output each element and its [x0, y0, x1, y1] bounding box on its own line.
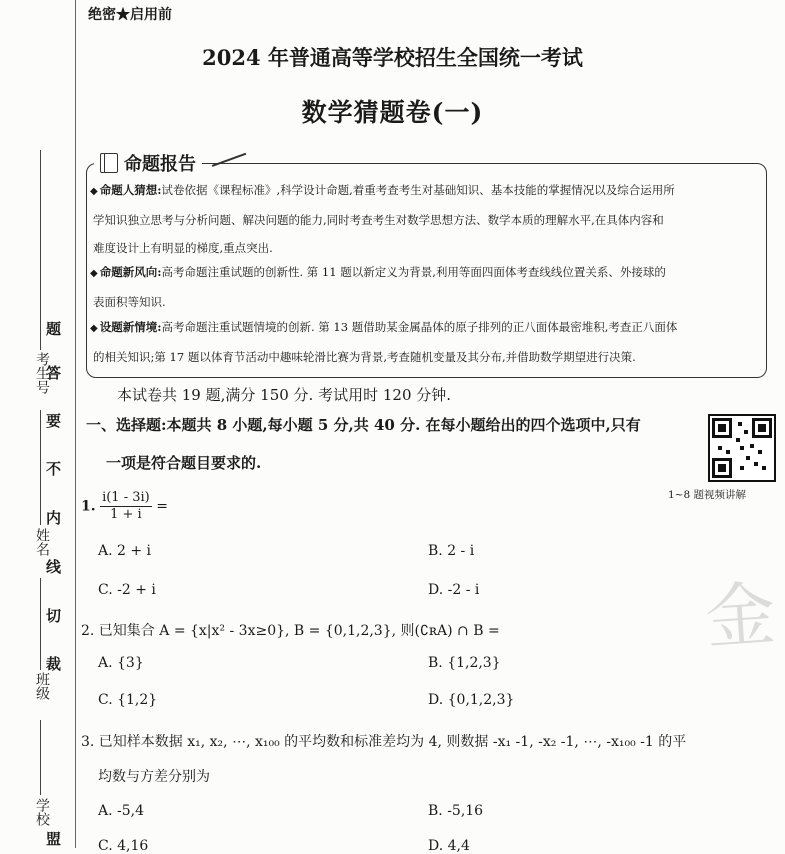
option-b[interactable]: B. {1,2,3}	[428, 655, 501, 671]
option-c[interactable]: C. {1,2}	[98, 692, 158, 708]
question-number: 1.	[81, 498, 96, 515]
option-c[interactable]: C. -2 + i	[98, 582, 156, 598]
school-label: 学校	[34, 798, 50, 826]
option-d[interactable]: D. 4,4	[428, 838, 470, 854]
cut-line-char: 内	[46, 509, 62, 527]
report-item-title: 命题新风向:	[99, 265, 162, 279]
report-heading	[94, 150, 202, 176]
class-field[interactable]	[40, 578, 41, 670]
confidential-label: 绝密★启用前	[88, 7, 172, 23]
cut-line-char: 切	[46, 607, 62, 625]
option-d[interactable]: D. -2 - i	[428, 582, 480, 598]
report-item-2	[90, 258, 760, 316]
fraction	[100, 490, 152, 523]
exam-id-field[interactable]	[40, 150, 41, 350]
question-3-cont: 均数与方差分别为	[98, 769, 210, 785]
watermark: 金	[702, 572, 779, 660]
option-c[interactable]: C. 4,16	[98, 838, 149, 854]
report-item-text: 的相关知识;第 17 题以体育节活动中趣味轮滑比赛为背景,考查随机变量及其分布,并借助数学期望进行决策.	[93, 350, 636, 364]
paper-title: 数学猜题卷(一)	[301, 98, 484, 127]
name-field[interactable]	[40, 410, 41, 525]
option-a[interactable]: A. 2 + i	[98, 543, 152, 559]
qr-caption: 1~8 题视频讲解	[668, 489, 746, 501]
cut-line-char: 要	[46, 412, 62, 430]
question-2: 2. 已知集合 A = {x|x² - 3x≥0}, B = {0,1,2,3}, 则(∁ʀA) ∩ B =	[81, 623, 500, 639]
cut-line-char: 线	[46, 558, 62, 576]
exam-id-label: 考生号	[34, 352, 50, 394]
cut-line-char: 不	[46, 460, 62, 478]
equals: =	[156, 498, 168, 515]
report-item-text: 表面积等知识.	[93, 295, 166, 309]
report-item-3	[90, 313, 760, 371]
cut-line-char: 盟	[46, 830, 62, 848]
book-icon	[100, 153, 118, 173]
report-item-1	[90, 176, 760, 262]
cut-line-char: 裁	[46, 655, 62, 673]
report-item-title: 设题新情境:	[99, 320, 162, 334]
bullet-icon: ◆	[90, 268, 98, 279]
exam-intro: 本试卷共 19 题,满分 150 分. 考试用时 120 分钟.	[117, 386, 452, 404]
cut-line-char: 答	[46, 364, 62, 382]
report-item-title: 命题人猜想:	[99, 183, 162, 197]
name-label: 姓名	[34, 528, 50, 556]
school-field[interactable]	[40, 720, 41, 795]
report-item-text: 试卷依据《课程标准》,科学设计命题,着重考查考生对基础知识、基本技能的掌握情况以及综合运用所	[161, 183, 675, 197]
report-heading-text: 命题报告	[124, 154, 196, 175]
question-1	[81, 490, 168, 523]
section-heading-cont: 一项是符合题目要求的.	[106, 454, 262, 472]
option-a[interactable]: A. -5,4	[98, 803, 145, 819]
report-item-text: 高考命题注重试题的创新性. 第 11 题以新定义为背景,利用等面四面体考查线线位置关系、外接球的	[161, 265, 666, 279]
report-item-text: 高考命题注重试题情境的创新. 第 13 题借助某金属晶体的原子排列的正八面体最密堆积,考查正八面体	[161, 320, 678, 334]
option-b[interactable]: B. 2 - i	[428, 543, 475, 559]
question-3: 3. 已知样本数据 x₁, x₂, ⋯, x₁₀₀ 的平均数和标准差均为 4, 则数据 -x₁ -1, -x₂ -1, ⋯, -x₁₀₀ -1 的平	[81, 734, 687, 750]
exam-title: 2024 年普通高等学校招生全国统一考试	[202, 45, 583, 70]
cut-line-char: 题	[46, 320, 62, 338]
section-heading: 一、选择题:本题共 8 小题,每小题 5 分,共 40 分. 在每小题给出的四个选项中,只有	[86, 416, 641, 434]
bullet-icon: ◆	[90, 186, 98, 197]
numerator: i(1 - 3i)	[102, 490, 150, 505]
qr-code[interactable]	[708, 414, 776, 482]
report-item-text: 难度设计上有明显的梯度,重点突出.	[93, 241, 273, 255]
report-item-text: 学知识独立思考与分析问题、解决问题的能力,同时考查考生对数学思想方法、数学本质的理解水平,在具体内容和	[93, 213, 664, 227]
option-a[interactable]: A. {3}	[98, 655, 144, 671]
option-b[interactable]: B. -5,16	[428, 803, 484, 819]
option-d[interactable]: D. {0,1,2,3}	[428, 692, 515, 708]
denominator: 1 + i	[110, 507, 142, 522]
bullet-icon: ◆	[90, 323, 98, 334]
class-label: 班级	[34, 672, 50, 700]
